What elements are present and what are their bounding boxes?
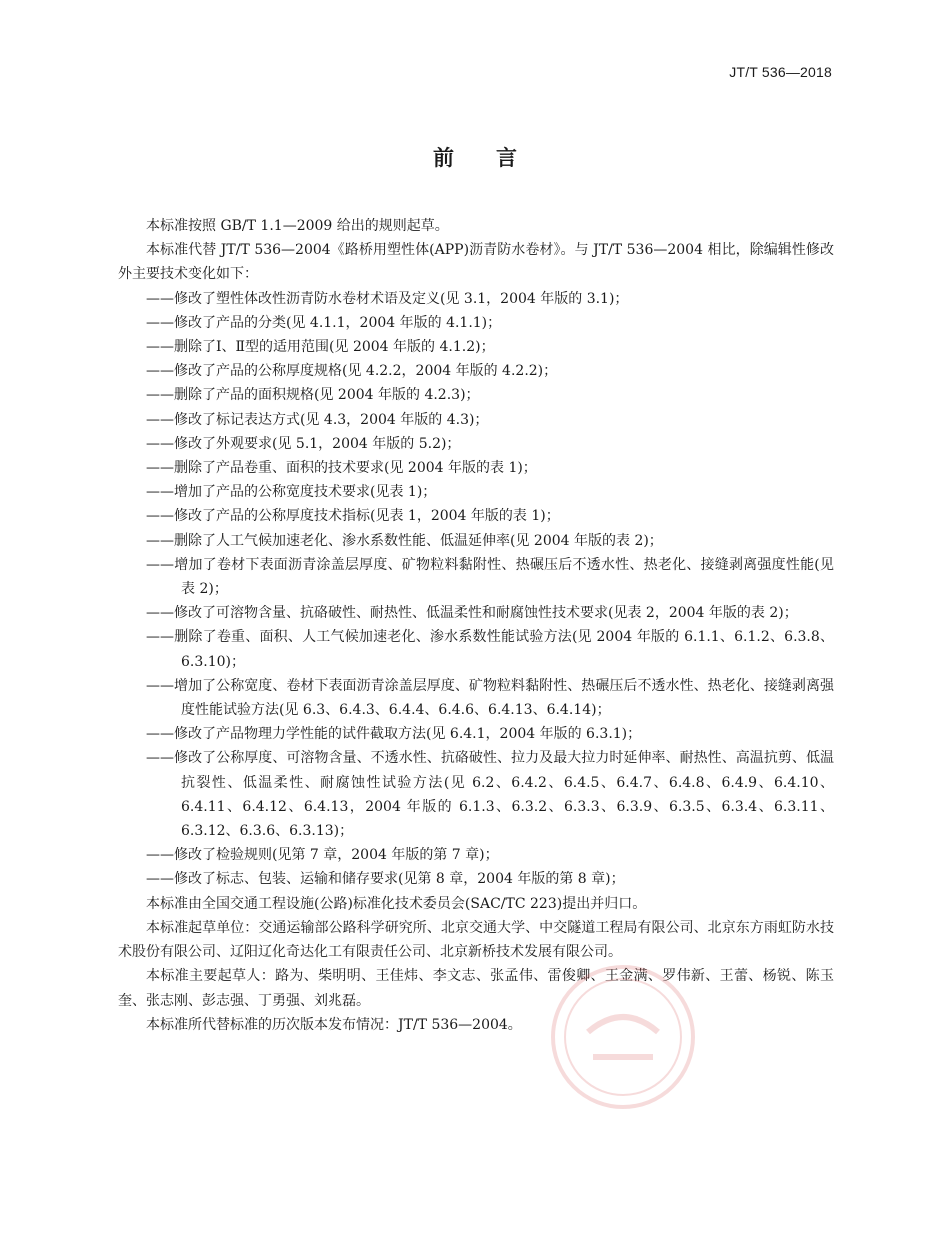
- change-item: ——修改了塑性体改性沥青防水卷材术语及定义(见 3.1，2004 年版的 3.1)；: [146, 290, 629, 307]
- change-item: ——删除了Ⅰ、Ⅱ型的适用范围(见 2004 年版的 4.1.2)；: [146, 339, 495, 356]
- change-item: ——删除了人工气候加速老化、渗水系数性能、低温延伸率(见 2004 年版的表 2)；: [146, 532, 663, 549]
- change-item: ——修改了外观要求(见 5.1，2004 年版的 5.2)；: [146, 435, 461, 452]
- previous-editions: 本标准所代替标准的历次版本发布情况：JT/T 536—2004。: [146, 1016, 522, 1033]
- change-item: ——删除了卷重、面积、人工气候加速老化、渗水系数性能试验方法(见 2004 年版的 6.1.1、6.1.2、6.3.8、6.3.10)；: [146, 629, 834, 670]
- change-item: ——删除了产品的面积规格(见 2004 年版的 4.2.3)；: [146, 387, 480, 404]
- change-item: ——修改了检验规则(见第 7 章，2004 年版的第 7 章)；: [146, 847, 499, 864]
- change-item: ——增加了产品的公称宽度技术要求(见表 1)；: [146, 484, 437, 501]
- main-drafters: 本标准主要起草人：路为、柴明明、王佳炜、李文志、张孟伟、雷俊卿、王金满、罗伟新、王蕾、杨锐、陈玉奎、张志刚、彭志强、丁勇强、刘兆磊。: [118, 968, 834, 1009]
- document-body: [118, 214, 834, 1037]
- change-item: ——删除了产品卷重、面积的技术要求(见 2004 年版的表 1)；: [146, 460, 537, 477]
- change-item: ——增加了公称宽度、卷材下表面沥青涂盖层厚度、矿物粒料黏附性、热碾压后不透水性、热老化、接缝剥离强度性能试验方法(见 6.3、6.4.3、6.4.4、6.4.6、6.4.13、6.4.14)；: [146, 677, 834, 719]
- change-item: ——修改了产品的公称厚度规格(见 4.2.2，2004 年版的 4.2.2)；: [146, 363, 558, 380]
- change-item: ——修改了标记表达方式(见 4.3，2004 年版的 4.3)；: [146, 411, 489, 428]
- change-item: ——修改了标志、包装、运输和储存要求(见第 8 章，2004 年版的第 8 章)；: [146, 871, 625, 888]
- responsible-committee: 本标准由全国交通工程设施(公路)标准化技术委员会(SAC/TC 223)提出并归口。: [146, 895, 647, 912]
- standard-code: JT/T 536—2018: [729, 64, 832, 80]
- change-item: ——增加了卷材下表面沥青涂盖层厚度、矿物粒料黏附性、热碾压后不透水性、热老化、接缝剥离强度性能(见表 2)；: [146, 556, 834, 598]
- change-item: ——修改了公称厚度、可溶物含量、不透水性、抗硌破性、拉力及最大拉力时延伸率、耐热性、高温抗剪、低温抗裂性、低温柔性、耐腐蚀性试验方法(见 6.2、6.4.2、6.4.5、6.4.7、6.4.8、6.4.9、6.4.10、6.4.11、6.4.12、6.4.13，2004 年版的 6.1.3、6.3.2、6.3.3、6.3.9、6.3.5、6.3.4、6.3.11、6.3.12、6.3.6、6.3.13)；: [146, 750, 834, 840]
- drafting-units: 本标准起草单位：交通运输部公路科学研究所、北京交通大学、中交隧道工程局有限公司、北京东方雨虹防水技术股份有限公司、辽阳辽化奇达化工有限责任公司、北京新桥技术发展有限公司。: [118, 919, 834, 961]
- change-item: ——修改了产品的分类(见 4.1.1，2004 年版的 4.1.1)；: [146, 314, 502, 331]
- changes-list: [118, 287, 834, 892]
- change-item: ——修改了产品物理力学性能的试件截取方法(见 6.4.1，2004 年版的 6.3.1)；: [146, 726, 642, 743]
- intro-paragraph: 本标准代替 JT/T 536—2004《路桥用塑性体(APP)沥青防水卷材》。与 JT/T 536—2004 相比，除编辑性修改外主要技术变化如下：: [118, 242, 834, 283]
- change-item: ——修改了可溶物含量、抗硌破性、耐热性、低温柔性和耐腐蚀性技术要求(见表 2，2004 年版的表 2)；: [146, 605, 798, 622]
- page-title: 前言: [433, 146, 559, 170]
- change-item: ——修改了产品的公称厚度技术指标(见表 1，2004 年版的表 1)；: [146, 508, 560, 525]
- intro-paragraph: 本标准按照 GB/T 1.1—2009 给出的规则起草。: [146, 218, 449, 234]
